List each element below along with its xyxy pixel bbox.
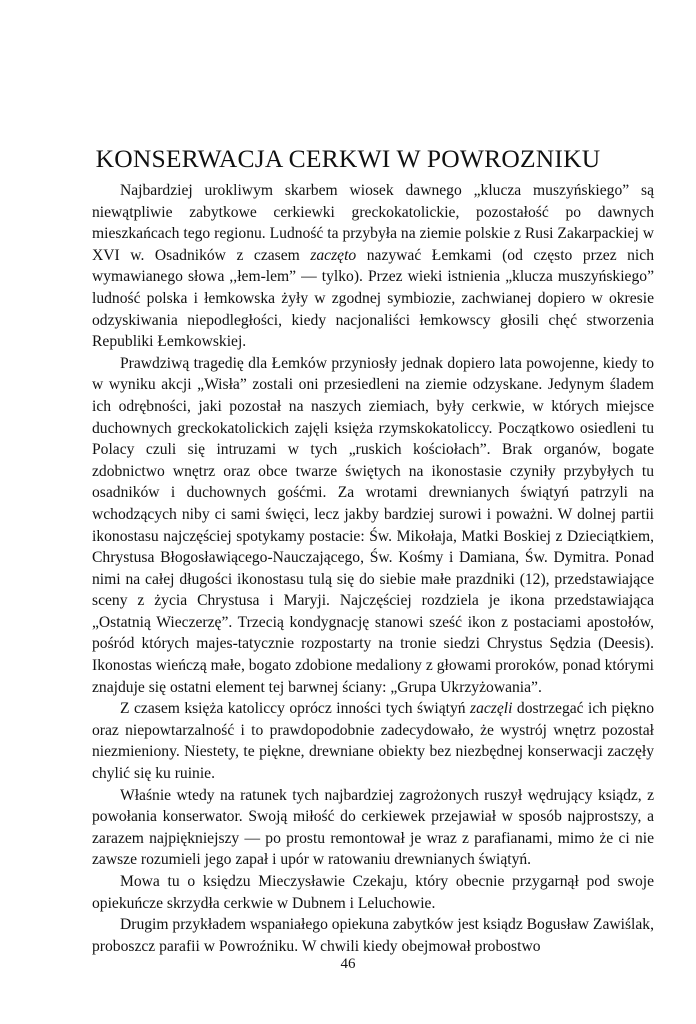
paragraph: [92, 914, 654, 957]
article-body: [92, 180, 654, 957]
text-run: Najbardziej urokliwym skarbem wiosek dawnego „klucza muszyńskiego” są niewątpliwie zabytkowe cerkiewki greckokatolickie, pozostałość po dawnych mieszkańcach tego regionu. Ludność ta przybyła na ziemie polskie z Rusi Zakarpackiej w XVI w. Osadników z czasem: [92, 182, 654, 264]
paragraph: [92, 180, 654, 353]
emphasis-text: zaczęto: [310, 246, 357, 264]
text-run: Mowa tu o księdzu Mieczysławie Czekaju, który obecnie przygarnął pod swoje opiekuńcze skrzydła cerkwie w Dubnem i Leluchowie.: [92, 873, 654, 912]
paragraph: [92, 353, 654, 699]
text-run: nazywać Łemkami (od często przez nich wymawianego słowa ,,łem-lem” — tylko). Przez wieki istnienia „klucza muszyńskiego” ludność polska i łemkowska żyły w zgodnej symbiozie, zachwianej dopiero w okresie odzyskiwania niepodległości, kiedy nacjonaliści łemkowscy głosili chęć stworzenia Republiki Łemkowskiej.: [92, 246, 654, 351]
paragraph: [92, 698, 654, 784]
emphasis-text: zaczęli: [470, 700, 513, 718]
text-run: dostrzegać ich piękno oraz niepowtarzalność i to prawdopodobnie zadecydowało, że wystrój wnętrz pozostał niezmieniony. Niestety, te piękne, drewniane obiekty bez niezbędnej konserwacji zaczęły chylić się ku ruinie.: [92, 700, 654, 783]
page-number: 46: [340, 956, 356, 972]
text-run: Drugim przykładem wspaniałego opiekuna zabytków jest ksiądz Bogusław Zawiślak, proboszcz parafii w Powroźniku. W chwili kiedy obejmował probostwo: [92, 916, 654, 955]
text-run: Właśnie wtedy na ratunek tych najbardziej zagrożonych ruszył wędrujący ksiądz, z powołania konserwator. Swoją miłość do cerkiewek przejawiał w sposób najprostszy, a zarazem najpiękniejszy — po prostu remontował je wraz z parafianami, mimo że ci nie zawsze rozumieli jego zapał i upór w ratowaniu drewnianych świątyń.: [92, 786, 654, 869]
paragraph: [92, 785, 654, 871]
paragraph: [92, 871, 654, 914]
page-title: KONSERWACJA CERKWI W POWROZNIKU: [95, 144, 601, 173]
text-run: Z czasem księża katoliccy oprócz inności tych świątyń: [120, 700, 471, 718]
text-run: Prawdziwą tragedię dla Łemków przyniosły jednak dopiero lata powojenne, kiedy to w wyniku akcji „Wisła” zostali oni przesiedleni na ziemie odzyskane. Jedynym śladem ich odrębności, jaki pozostał na naszych ziemiach, były cerkwie, w których miejsce duchownych greckokatolickich zajęli księża rzymskokatoliccy. Początkowo osiedleni tu Polacy czuli się intruzami w tych „ruskich kościołach”. Brak organów, bogate zdobnictwo wnętrz oraz obce twarze świętych na ikonostasie czyniły przybyłych tu osadników i duchownych gośćmi. Za wrotami drewnianych świątyń patrzyli na wchodzących niby ci sami święci, lecz jakby bardziej surowi i poważni. W dolnej partii ikonostasu najczęściej spotykamy postacie: Św. Mikołaja, Matki Boskiej z Dzieciątkiem, Chrystusa Błogosławiącego-Nauczającego, Św. Kośmy i Damiana, Św. Dymitra. Ponad nimi na całej długości ikonostasu tulą się do siebie małe prazdniki (12), przedstawiające sceny z życia Chrystusa i Maryji. Najczęściej rozdziela je ikona przedstawiająca „Ostatnią Wieczerzę”. Trzecią kondygnację stanowi sześć ikon z postaciami apostołów, pośród których majes-tatycznie rozpostarty na tronie siedzi Chrystus Sędzia (Deesis). Ikonostas wieńczą małe, bogato zdobione medaliony z głowami proroków, ponad którymi znajduje się ostatni element tej barwnej ściany: „Grupa Ukrzyżowania”.: [92, 354, 654, 696]
